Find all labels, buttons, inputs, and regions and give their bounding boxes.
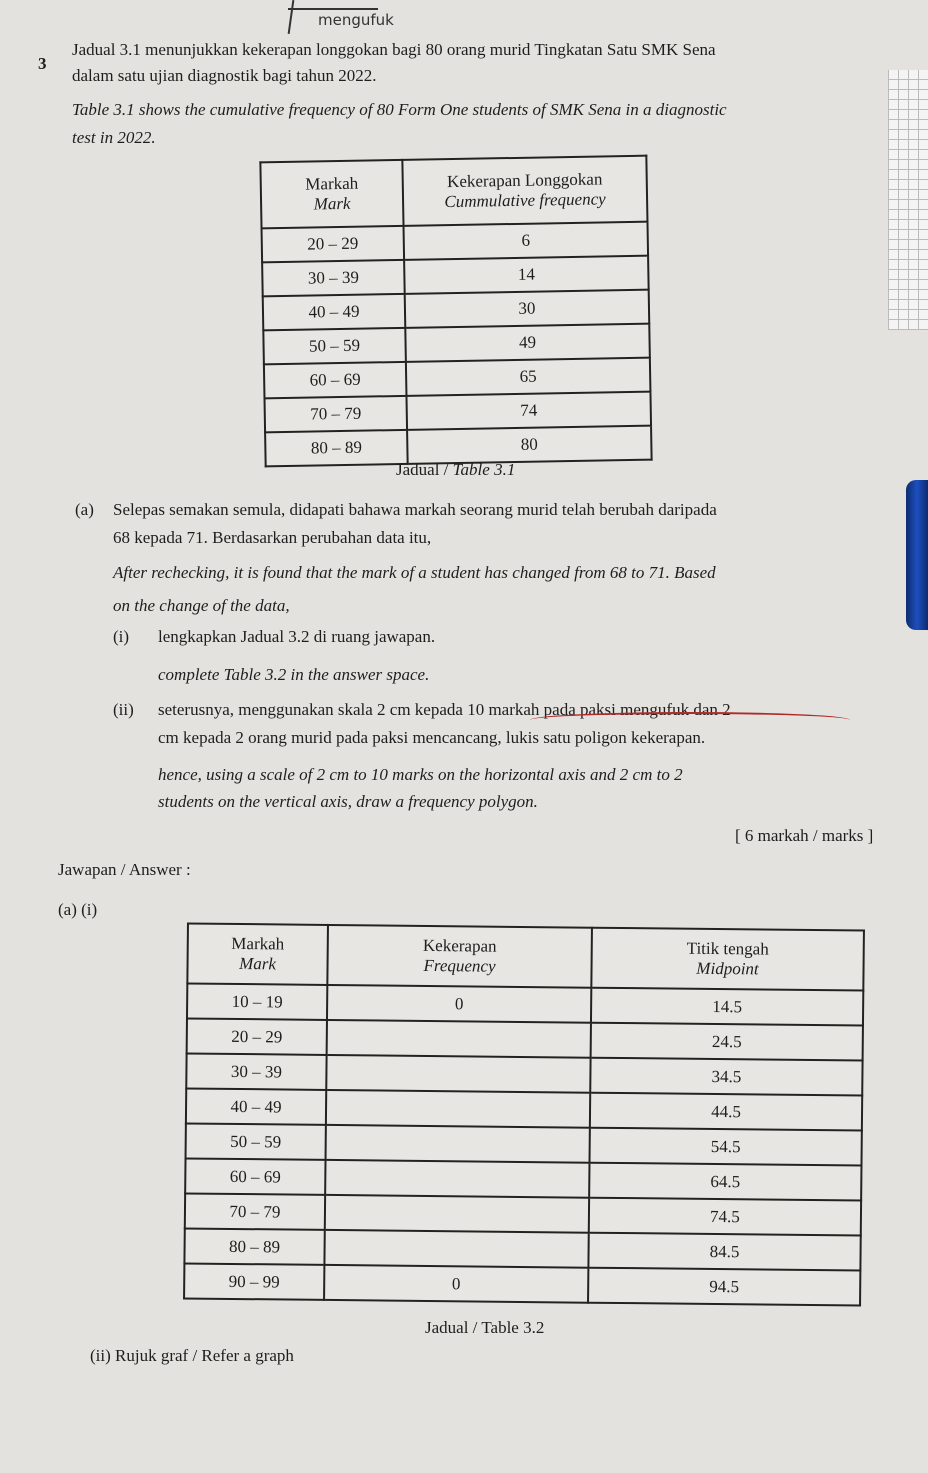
mark-cell: 80 – 89 bbox=[184, 1228, 324, 1264]
part-i-ms: lengkapkan Jadual 3.2 di ruang jawapan. bbox=[158, 627, 436, 646]
table-3-1 bbox=[259, 155, 652, 468]
mark-cell: 20 – 29 bbox=[187, 1018, 327, 1054]
cf-cell: 80 bbox=[407, 426, 652, 464]
midpoint-cell: 94.5 bbox=[588, 1268, 860, 1306]
mark-cell: 70 – 79 bbox=[264, 396, 407, 432]
mark-cell: 80 – 89 bbox=[265, 430, 408, 466]
mark-cell: 30 – 39 bbox=[186, 1053, 326, 1089]
frequency-cell[interactable] bbox=[325, 1160, 589, 1198]
pen bbox=[906, 480, 928, 630]
part-a-en-2: on the change of the data, bbox=[113, 596, 290, 615]
cf-cell: 6 bbox=[404, 222, 649, 260]
red-underline bbox=[530, 712, 850, 728]
midpoint-cell: 84.5 bbox=[588, 1233, 860, 1271]
part-ii-ms-2: cm kepada 2 orang murid pada paksi mencancang, lukis satu poligon kekerapan. bbox=[158, 728, 706, 747]
part-ii-answer: (ii) Rujuk graf / Refer a graph bbox=[90, 1346, 294, 1365]
marks-allocation: [ 6 markah / marks ] bbox=[735, 826, 874, 845]
table-3-1-caption: Jadual / Table 3.1 bbox=[396, 460, 516, 479]
cf-cell: 30 bbox=[405, 290, 650, 328]
table-3-2-caption: Jadual / Table 3.2 bbox=[425, 1318, 545, 1337]
intro-ms-2: dalam satu ujian diagnostik bagi tahun 2022. bbox=[72, 66, 377, 85]
header-mark: Markah Mark bbox=[187, 923, 328, 984]
midpoint-cell: 64.5 bbox=[589, 1163, 861, 1201]
mark-cell: 30 – 39 bbox=[262, 260, 405, 296]
frequency-cell[interactable] bbox=[325, 1195, 589, 1233]
frequency-cell[interactable] bbox=[326, 1090, 590, 1128]
part-a-ms-1: Selepas semakan semula, didapati bahawa markah seorang murid telah berubah daripada bbox=[113, 500, 717, 519]
midpoint-cell: 44.5 bbox=[590, 1093, 862, 1131]
handwritten-note: mengufuk bbox=[318, 11, 394, 29]
mark-cell: 70 – 79 bbox=[185, 1193, 325, 1229]
part-a-en-1: After rechecking, it is found that the mark of a student has changed from 68 to 71. Based bbox=[113, 563, 716, 582]
mark-cell: 50 – 59 bbox=[186, 1123, 326, 1159]
intro-en-2: test in 2022. bbox=[72, 128, 156, 147]
mark-cell: 60 – 69 bbox=[185, 1158, 325, 1194]
part-ii-en-2: students on the vertical axis, draw a frequency polygon. bbox=[158, 792, 538, 811]
mark-cell: 10 – 19 bbox=[187, 983, 327, 1019]
frequency-cell[interactable] bbox=[327, 1020, 591, 1058]
mark-cell: 50 – 59 bbox=[263, 328, 406, 364]
handwritten-line bbox=[288, 8, 378, 10]
part-ii-en-1: hence, using a scale of 2 cm to 10 marks on the horizontal axis and 2 cm to 2 bbox=[158, 765, 683, 784]
mark-cell: 40 – 49 bbox=[186, 1088, 326, 1124]
cf-cell: 74 bbox=[406, 392, 651, 430]
answer-heading: Jawapan / Answer : bbox=[58, 860, 191, 879]
cf-cell: 65 bbox=[406, 358, 651, 396]
intro-ms-1: Jadual 3.1 menunjukkan kekerapan longgokan bagi 80 orang murid Tingkatan Satu SMK Sena bbox=[72, 40, 716, 59]
mark-cell: 90 – 99 bbox=[184, 1263, 324, 1299]
cf-cell: 49 bbox=[405, 324, 650, 362]
answer-part-label: (a) (i) bbox=[58, 900, 98, 919]
part-a-label: (a) bbox=[75, 500, 94, 519]
part-ii-label: (ii) bbox=[113, 700, 134, 719]
frequency-cell[interactable]: 0 bbox=[327, 985, 591, 1023]
header-frequency: Kekerapan Frequency bbox=[327, 925, 592, 988]
table-row bbox=[184, 1263, 860, 1305]
header-mark: Markah Mark bbox=[260, 160, 403, 228]
frequency-cell[interactable] bbox=[326, 1055, 590, 1093]
midpoint-cell: 54.5 bbox=[589, 1128, 861, 1166]
table-3-2 bbox=[183, 922, 865, 1306]
midpoint-cell: 74.5 bbox=[589, 1198, 861, 1236]
intro-en-1: Table 3.1 shows the cumulative frequency of 80 Form One students of SMK Sena in a diagnostic bbox=[72, 100, 727, 119]
part-i-label: (i) bbox=[113, 627, 130, 646]
question-number: 3 bbox=[38, 54, 47, 73]
part-i-en: complete Table 3.2 in the answer space. bbox=[158, 665, 430, 684]
frequency-cell[interactable] bbox=[324, 1230, 588, 1268]
handwritten-mark bbox=[288, 0, 295, 34]
midpoint-cell: 24.5 bbox=[591, 1023, 863, 1061]
header-cf: Kekerapan Longgokan Cummulative frequency bbox=[402, 156, 647, 226]
cf-cell: 14 bbox=[404, 256, 649, 294]
frequency-cell[interactable]: 0 bbox=[324, 1265, 588, 1303]
frequency-cell[interactable] bbox=[326, 1125, 590, 1163]
part-a-ms-2: 68 kepada 71. Berdasarkan perubahan data itu, bbox=[113, 528, 432, 547]
header-midpoint: Titik tengah Midpoint bbox=[591, 928, 864, 991]
graph-paper-edge bbox=[888, 70, 928, 330]
midpoint-cell: 34.5 bbox=[590, 1058, 862, 1096]
midpoint-cell: 14.5 bbox=[591, 988, 863, 1026]
part-ii-ms-1: seterusnya, menggunakan skala 2 cm kepada 10 markah pada paksi mengufuk dan 2 bbox=[158, 700, 731, 719]
mark-cell: 40 – 49 bbox=[263, 294, 406, 330]
mark-cell: 20 – 29 bbox=[262, 226, 405, 262]
mark-cell: 60 – 69 bbox=[264, 362, 407, 398]
